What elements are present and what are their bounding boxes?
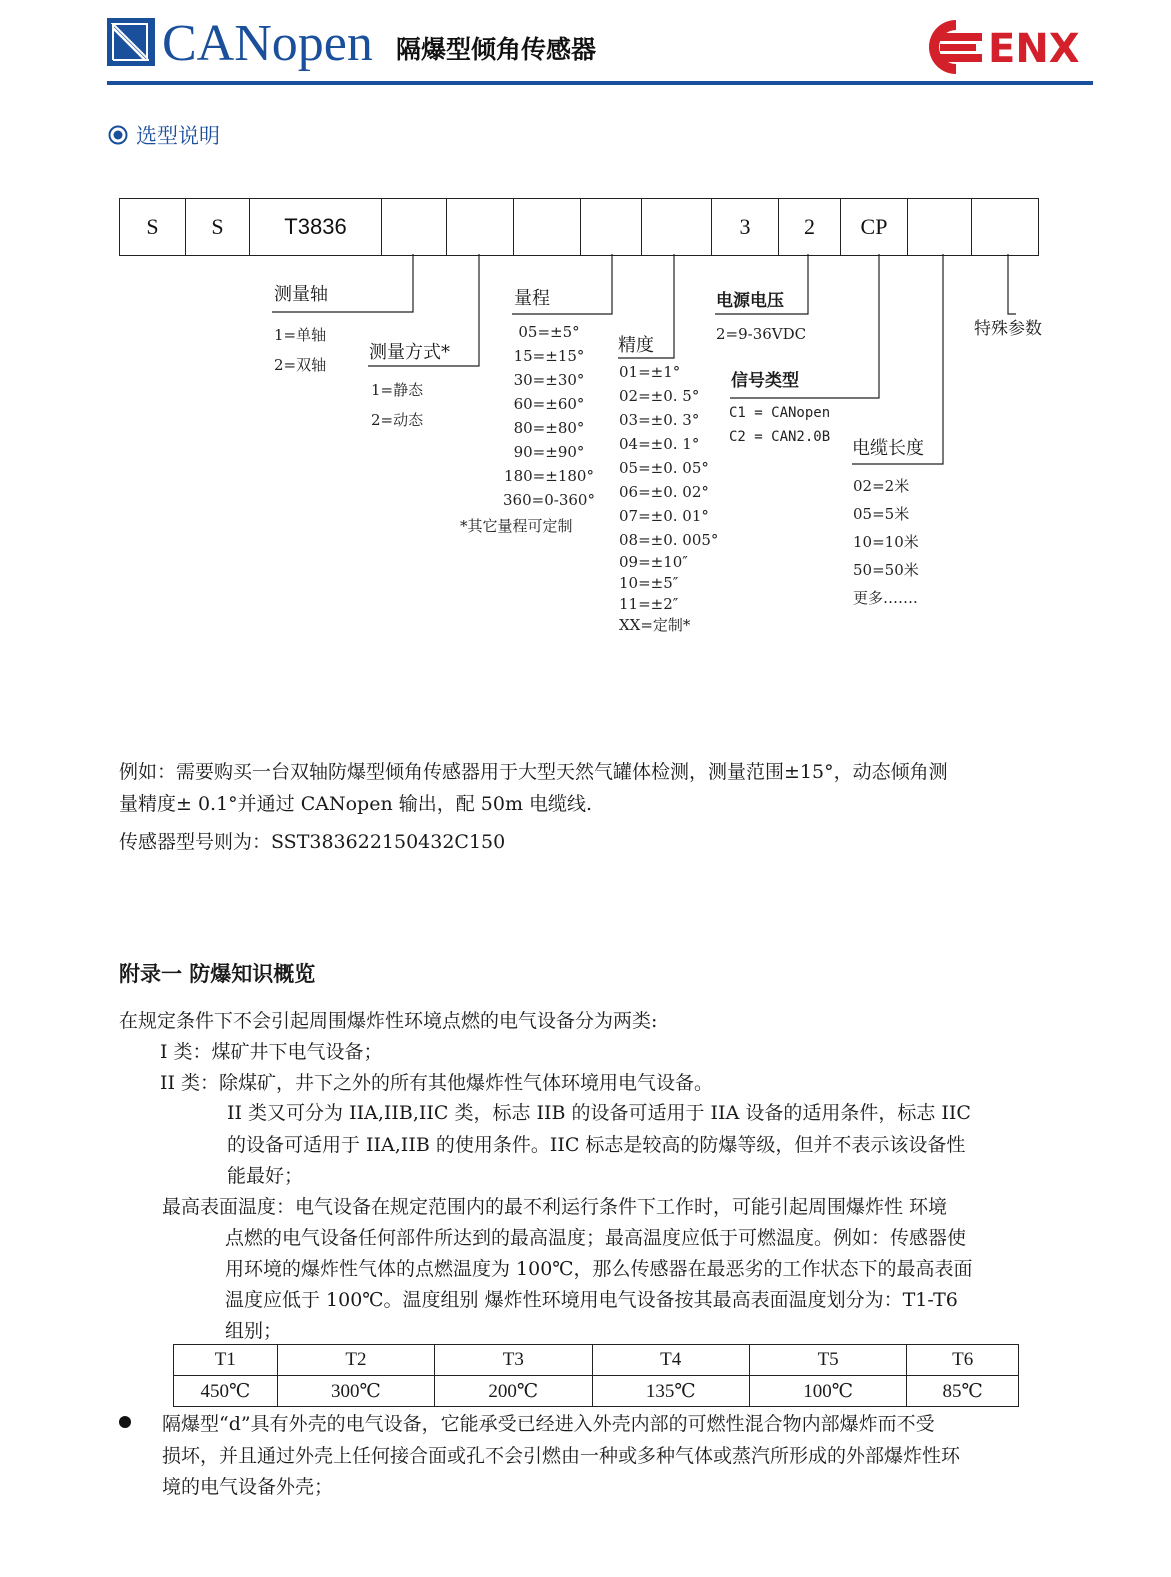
list-item: 2=双轴 [274,356,327,374]
accuracy-label: 精度 [618,335,654,356]
enx-logo-text: ENX [988,26,1080,72]
table-header-cell: T4 [592,1345,749,1376]
code-cell: 2 [779,199,841,255]
list-item: 01=±1° [619,363,681,381]
list-item: 05=±5° [518,323,580,341]
list-item: 05=±0. 05° [619,459,709,477]
class2-text: II 类：除煤矿，井下之外的所有其他爆炸性气体环境用电气设备。 [160,1072,714,1094]
signal-label: 信号类型 [731,371,799,391]
max-temp-line: 温度应低于 100℃。温度组别 爆炸性环境用电气设备按其最高表面温度划分为：T1-T6 [225,1289,958,1311]
max-temp-line: 最高表面温度：电气设备在规定范围内的最不利运行条件下工作时，可能引起周围爆炸性 环境 [162,1196,948,1218]
list-item: 80=±80° [513,419,585,437]
flameproof-line: 损坏，并且通过外壳上任何接合面或孔不会引燃由一种或多种气体或蒸汽所形成的外部爆炸性环 [162,1445,961,1467]
signal-options [729,401,830,449]
list-item: 08=±0. 005° [619,531,719,549]
code-cell: S [120,199,186,255]
axis-label: 测量轴 [274,284,328,305]
list-item: 06=±0. 02° [619,483,709,501]
class2-detail-line: 能最好； [227,1165,304,1187]
special-label: 特殊参数 [974,319,1042,339]
list-item: 2=动态 [371,411,424,429]
product-title: 隔爆型倾角传感器 [396,35,597,64]
accuracy-options [619,360,718,636]
code-cell: CP [841,199,908,255]
table-header-cell: T5 [749,1345,906,1376]
table-header-cell: T2 [277,1345,434,1376]
list-item: 60=±60° [513,395,585,413]
table-cell: 85℃ [907,1376,1019,1407]
table-cell: 450℃ [174,1376,278,1407]
class2-detail-line: 的设备可适用于 IIA,IIB 的使用条件。IIC 标志是较高的防爆等级，但并不表示该设备性 [227,1134,966,1156]
list-item: 1=单轴 [274,326,327,344]
list-item: 10=10米 [853,533,919,551]
list-item: C2 = CAN2.0B [729,429,831,445]
code-cell [581,199,642,255]
list-item: 02=±0. 5° [619,387,700,405]
method-label: 测量方式* [369,342,450,363]
list-item: 11=±2″ [619,595,679,613]
brand-name: CANopen [162,15,373,72]
power-option: 2=9-36VDC [716,325,807,343]
flameproof-line: 隔爆型“d”具有外壳的电气设备，它能承受已经进入外壳内部的可燃性混合物内部爆炸而不受 [162,1413,935,1435]
example-model: 传感器型号则为：SST383622150432C150 [119,831,506,853]
table-header-cell: T6 [907,1345,1019,1376]
range-options [503,320,595,512]
code-cell [642,199,712,255]
list-item: 90=±90° [513,443,585,461]
table-header-cell: T3 [435,1345,592,1376]
list-item: 09=±10″ [619,553,688,571]
appendix-title: 附录一 防爆知识概览 [119,962,316,986]
table-row [174,1376,1019,1407]
list-item: 50=50米 [853,561,919,579]
code-cell [972,199,1039,255]
canopen-logo-icon [107,18,155,66]
company-logo [922,16,1092,76]
list-item: 180=±180° [504,467,594,485]
enx-mark-icon [929,20,982,74]
list-item: 30=±30° [513,371,585,389]
table-header-cell: T1 [174,1345,278,1376]
list-item: XX=定制* [619,616,691,634]
header-rule [107,81,1093,85]
example-line: 量精度± 0.1°并通过 CANopen 输出，配 50m 电缆线. [119,793,593,815]
list-item: 360=0-360° [503,491,595,509]
list-item: 04=±0. 1° [619,435,700,453]
power-label: 电源电压 [716,291,784,311]
list-item: 07=±0. 01° [619,507,709,525]
table-row [174,1345,1019,1376]
connector-special [1008,254,1016,314]
model-code-row [119,198,1039,256]
list-item: 15=±15° [513,347,585,365]
list-item: C1 = CANopen [729,405,831,421]
class2-detail-line: II 类又可分为 IIA,IIB,IIC 类，标志 IIB 的设备可适用于 IIA 设备的适用条件，标志 IIC [227,1102,971,1124]
max-temp-line: 用环境的爆炸性气体的点燃温度为 100℃，那么传感器在最恶劣的工作状态下的最高表面 [225,1258,973,1280]
range-label: 量程 [514,288,550,309]
section-heading: 选型说明 [136,124,220,148]
method-options [371,375,423,435]
axis-options [274,320,326,380]
table-cell: 100℃ [749,1376,906,1407]
code-cell [908,199,972,255]
list-item: 02=2米 [853,477,910,495]
table-cell: 135℃ [592,1376,749,1407]
connector-cable [852,254,943,464]
max-temp-line: 组别； [225,1320,283,1342]
code-cell [382,199,447,255]
temperature-class-table [173,1344,1019,1407]
flameproof-line: 境的电气设备外壳； [162,1476,334,1498]
appendix-intro: 在规定条件下不会引起周围爆炸性环境点燃的电气设备分为两类: [119,1010,658,1032]
list-item: 1=静态 [371,381,424,399]
list-item: 更多……. [853,589,918,607]
example-line: 例如：需要购买一台双轴防爆型倾角传感器用于大型天然气罐体检测，测量范围±15°，动态倾角测 [119,761,948,783]
section-bullet-icon [108,125,128,145]
code-cell: 3 [712,199,779,255]
range-note: *其它量程可定制 [460,517,573,535]
code-cell: T3836 [250,199,382,255]
bullet-icon [119,1416,131,1428]
class1-text: I 类：煤矿井下电气设备； [160,1041,383,1063]
table-cell: 200℃ [435,1376,592,1407]
max-temp-line: 点燃的电气设备任何部件所达到的最高温度；最高温度应低于可燃温度。例如：传感器使 [225,1227,967,1249]
code-cell: S [186,199,250,255]
cable-label: 电缆长度 [852,438,924,459]
list-item: 05=5米 [853,505,910,523]
list-item: 10=±5″ [619,574,679,592]
table-cell: 300℃ [277,1376,434,1407]
list-item: 03=±0. 3° [619,411,700,429]
code-cell [447,199,514,255]
code-cell [514,199,581,255]
cable-options [853,472,919,612]
